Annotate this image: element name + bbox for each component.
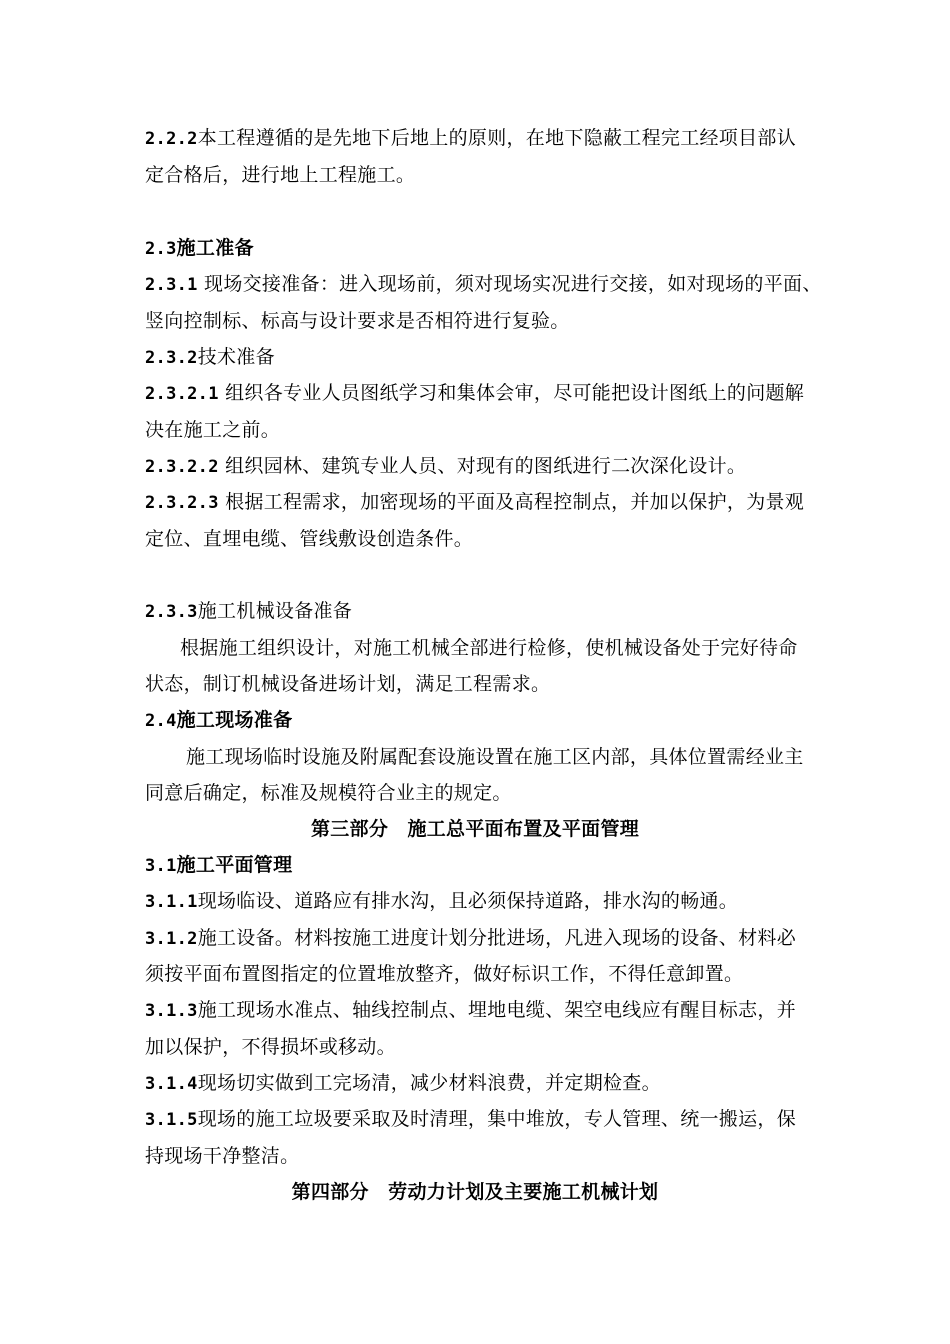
para-3-1-5-line-2 <box>145 1144 815 1168</box>
para-2-3-3-body-line-2 <box>145 672 815 696</box>
section-number: 3.1.3 <box>145 1001 198 1021</box>
para-2-3-2-3-line-1 <box>145 490 815 515</box>
para-text: 决在施工之前。 <box>145 419 281 441</box>
section-number: 2.3 <box>145 239 177 259</box>
para-text: 根据工程需求，加密现场的平面及高程控制点，并加以保护，为景观 <box>218 491 805 513</box>
para-text: 须按平面布置图指定的位置堆放整齐，做好标识工作，不得任意卸置。 <box>145 963 744 985</box>
section-number: 2.3.2.3 <box>145 493 219 513</box>
para-text: 施工机械设备准备 <box>197 600 353 622</box>
para-3-1-2-line-1 <box>145 926 815 951</box>
para-text: 现场切实做到工完场清，减少材料浪费，并定期检查。 <box>197 1072 661 1094</box>
para-2-3-2-1-line-1 <box>145 381 815 406</box>
para-2-3-3-body-line-1 <box>180 636 850 660</box>
heading-text: 施工现场准备 <box>176 709 293 731</box>
para-text: 组织各专业人员图纸学习和集体会审，尽可能把设计图纸上的问题解 <box>218 382 805 404</box>
para-3-1-3-line-1 <box>145 998 815 1023</box>
para-text: 现场交接准备：进入现场前，须对现场实况进行交接，如对现场的平面、 <box>197 273 822 295</box>
heading-3-1 <box>145 853 815 878</box>
section-number: 3.1.4 <box>145 1074 198 1094</box>
para-text: 本工程遵循的是先地下后地上的原则，在地下隐蔽工程完工经项目部认 <box>197 127 796 149</box>
para-3-1-4 <box>145 1071 815 1096</box>
para-text: 定位、直埋电缆、管线敷设创造条件。 <box>145 528 474 550</box>
para-2-4-body-line-1 <box>186 745 856 769</box>
para-2-2-2-line-1 <box>145 126 815 151</box>
heading-2-3 <box>145 236 815 261</box>
para-2-3-3-heading <box>145 599 815 624</box>
para-2-3-2 <box>145 345 815 370</box>
para-2-3-1-line-1 <box>145 272 822 297</box>
section-number: 3.1 <box>145 856 177 876</box>
para-3-1-1 <box>145 889 815 914</box>
section-number: 2.3.1 <box>145 275 198 295</box>
heading-text: 施工平面管理 <box>176 854 293 876</box>
para-2-3-2-1-line-2 <box>145 418 815 442</box>
section-number: 3.1.5 <box>145 1110 198 1130</box>
section-number: 2.4 <box>145 711 177 731</box>
para-text: 定合格后，进行地上工程施工。 <box>145 164 416 186</box>
para-3-1-2-line-2 <box>145 962 815 986</box>
para-2-3-1-line-2 <box>145 309 815 333</box>
section-number: 2.2.2 <box>145 129 198 149</box>
para-3-1-5-line-1 <box>145 1107 815 1132</box>
section-number: 2.3.2.1 <box>145 384 219 404</box>
para-2-3-2-3-line-2 <box>145 527 815 551</box>
para-2-2-2-line-2 <box>145 163 815 187</box>
heading-text: 施工准备 <box>176 237 254 259</box>
para-text: 根据施工组织设计，对施工机械全部进行检修，使机械设备处于完好待命 <box>180 637 798 659</box>
para-text: 技术准备 <box>197 346 275 368</box>
para-2-4-body-line-2 <box>145 781 815 805</box>
para-text: 同意后确定，标准及规模符合业主的规定。 <box>145 782 512 804</box>
section-number: 2.3.3 <box>145 602 198 622</box>
para-text: 竖向控制标、标高与设计要求是否相符进行复验。 <box>145 310 570 332</box>
para-text: 施工现场水准点、轴线控制点、埋地电缆、架空电线应有醒目标志，并 <box>197 999 796 1021</box>
section-number: 2.3.2 <box>145 348 198 368</box>
para-text: 持现场干净整洁。 <box>145 1145 300 1167</box>
part-4-title: 第四部分 劳动力计划及主要施工机械计划 <box>291 1181 659 1203</box>
section-number: 2.3.2.2 <box>145 457 219 477</box>
heading-2-4 <box>145 708 815 733</box>
para-text: 组织园林、建筑专业人员、对现有的图纸进行二次深化设计。 <box>218 455 747 477</box>
para-text: 加以保护，不得损坏或移动。 <box>145 1036 396 1058</box>
para-2-3-2-2 <box>145 454 815 479</box>
para-text: 现场的施工垃圾要采取及时清理，集中堆放，专人管理、统一搬运，保 <box>197 1108 796 1130</box>
section-number: 3.1.1 <box>145 892 198 912</box>
para-text: 施工现场临时设施及附属配套设施设置在施工区内部，具体位置需经业主 <box>186 746 804 768</box>
para-3-1-3-line-2 <box>145 1035 815 1059</box>
part-3-title: 第三部分 施工总平面布置及平面管理 <box>310 818 640 840</box>
section-number: 3.1.2 <box>145 929 198 949</box>
para-text: 状态，制订机械设备进场计划，满足工程需求。 <box>145 673 551 695</box>
para-text: 施工设备。材料按施工进度计划分批进场，凡进入现场的设备、材料必 <box>197 927 796 949</box>
para-text: 现场临设、道路应有排水沟，且必须保持道路，排水沟的畅通。 <box>197 890 739 912</box>
